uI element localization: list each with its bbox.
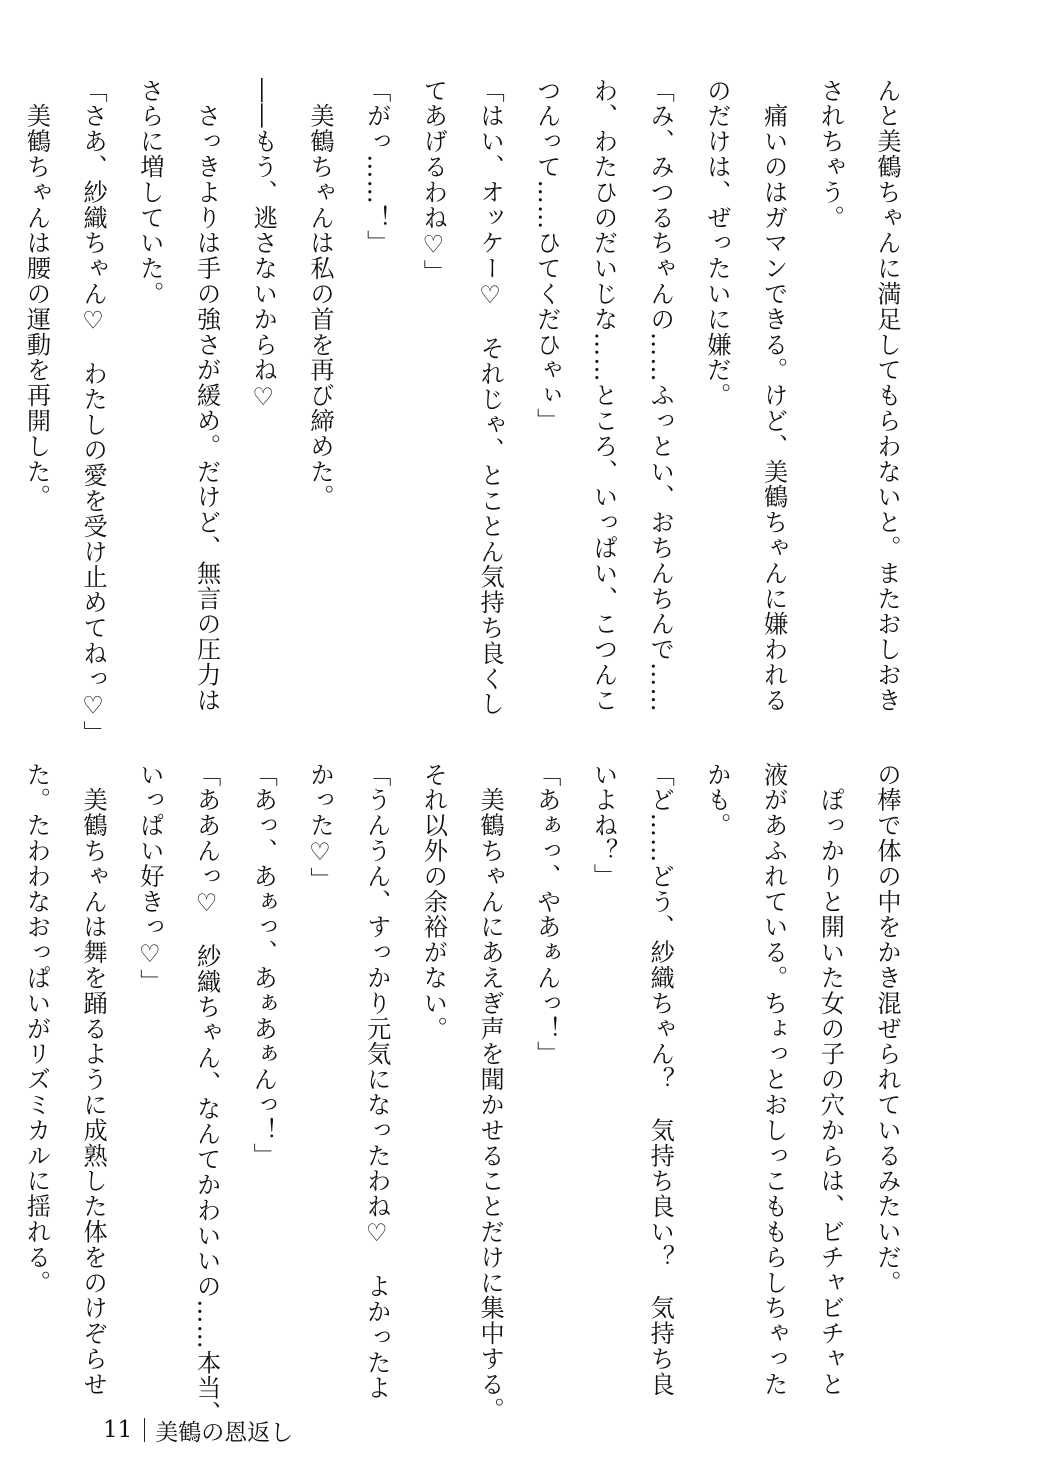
text-line: つんって……ひてくだひゃぃ」	[532, 78, 561, 434]
text-line: 「み、みつるちゃんの……ふっとい、おちんちんで……	[646, 78, 675, 713]
text-line: た。たわわなおっぱいがリズミカルに揺れる。	[22, 762, 51, 1296]
text-line: 「うんうん、すっかり元気になったわね♡ よかったよ	[362, 762, 391, 1401]
text-line: 美鶴ちゃんは腰の運動を再開した。	[22, 78, 51, 510]
text-line: かった♡」	[305, 762, 334, 893]
text-line: ――もう、逃さないからね♡	[249, 78, 278, 412]
text-line: いっぱい好きっ♡」	[135, 762, 164, 995]
text-line: 「あぁっ、やあぁんっ！」	[532, 762, 561, 1067]
text-line: のだけは、ぜったいに嫌だ。	[702, 78, 731, 409]
text-line: さっきよりは手の強さが緩め。だけど、無言の圧力は	[192, 78, 221, 713]
text-line: いよね？」	[589, 762, 618, 889]
text-line: 痛いのはガマンできる。けど、美鶴ちゃんに嫌われる	[759, 78, 788, 713]
text-line: 「ど……どう、紗織ちゃん？ 気持ち良い？ 気持ち良	[646, 762, 675, 1397]
text-line: てあげるわね♡」	[419, 78, 448, 285]
text-line: されちゃう。	[816, 78, 845, 231]
text-line: 「あっ、あぁっ、あぁあぁんっ！」	[249, 762, 278, 1169]
text-line	[0, 78, 8, 698]
text-block-bottom	[22, 762, 915, 1427]
text-line: それ以外の余裕がない。	[419, 762, 448, 1042]
text-line: 美鶴ちゃんは舞を踊るように成熟した体をのけぞらせ	[79, 762, 108, 1397]
text-line: 「はい、オッケー♡ それじゃ、とことん気持ち良くし	[476, 78, 505, 717]
text-line: ぽっかりと開いた女の子の穴からは、ビチャビチャと	[816, 762, 845, 1397]
footer-divider	[144, 1418, 145, 1442]
text-line: 「さあ、紗織ちゃん♡ わたしの愛を受け止めてねっ♡」	[79, 78, 108, 746]
text-line: わ、わたひのだいじな……ところ、いっぱい、こつんこ	[589, 78, 618, 713]
text-line: の棒で体の中をかき混ぜられているみたいだ。	[873, 762, 901, 1296]
text-line: 液があふれている。ちょっとおしっこももらしちゃった	[759, 762, 788, 1397]
text-line: かも。	[702, 762, 731, 839]
text-line: んと美鶴ちゃんに満足してもらわないと。またおしおき	[873, 78, 901, 713]
text-line: 「ああんっ♡ 紗織ちゃん、なんてかわいいの……本当、	[192, 762, 221, 1427]
text-line: 美鶴ちゃんにあえぎ声を聞かせることだけに集中する。	[476, 762, 505, 1423]
page-footer	[103, 1410, 293, 1450]
book-title: 美鶴の恩返し	[155, 1419, 294, 1446]
page-number: 11	[103, 1417, 133, 1443]
text-line: 美鶴ちゃんは私の首を再び締めた。	[305, 78, 334, 510]
text-line: さらに増していた。	[135, 78, 164, 307]
text-block-top	[22, 78, 915, 746]
text-line	[0, 762, 8, 1402]
text-line: 「がっ……！」	[362, 78, 391, 256]
